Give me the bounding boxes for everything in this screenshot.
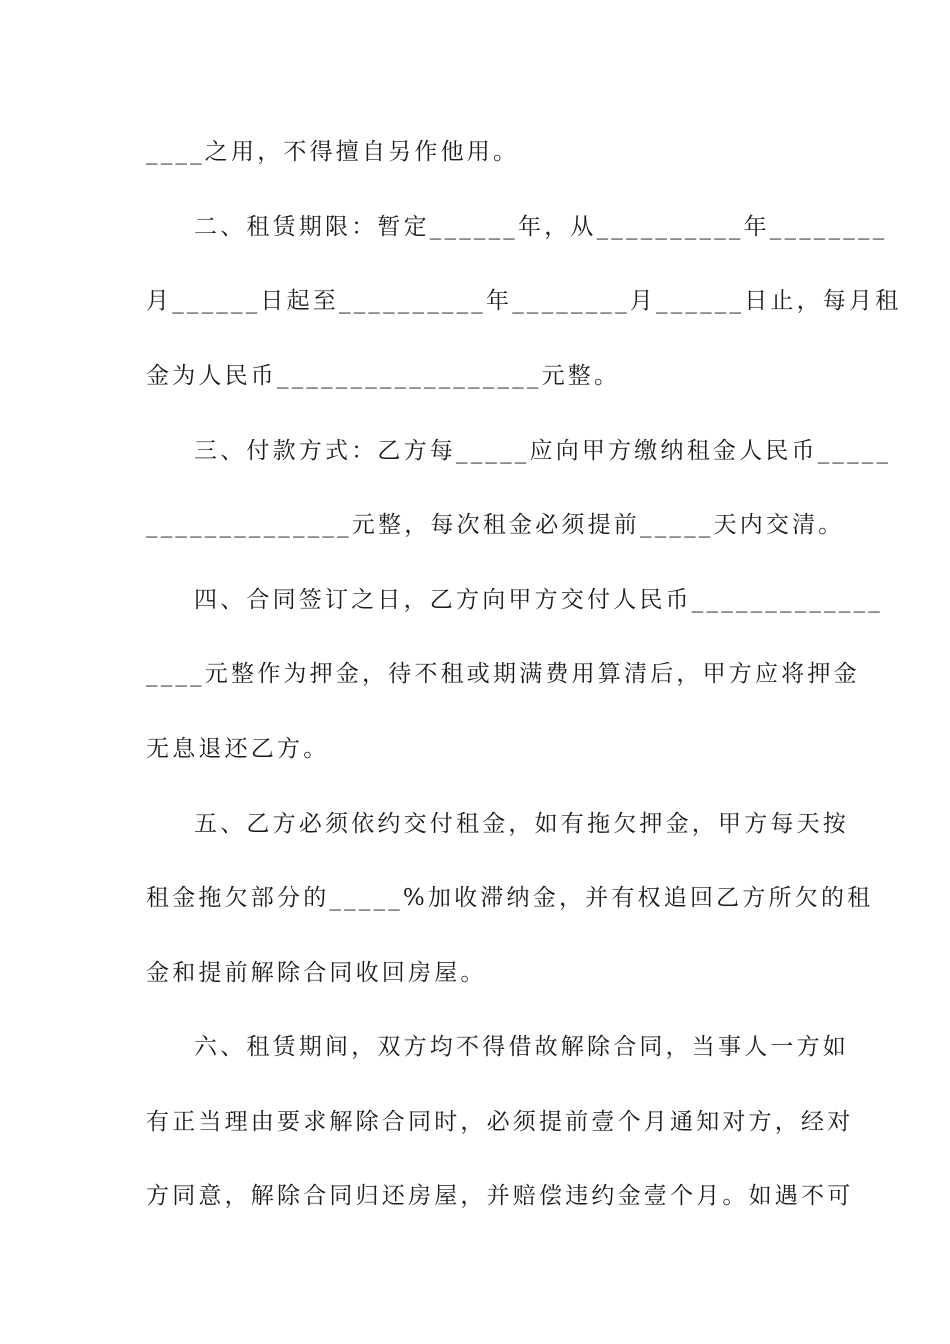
text-line: ____元整作为押金，待不租或期满费用算清后，甲方应将押金 [146,661,860,687]
clause-5-line: 五、乙方必须依约交付租金，如有拖欠押金，甲方每天按 [194,811,849,837]
text-line: 月______日起至__________年________月______日止，每月租 [146,288,902,314]
clause-4-line: 四、合同签订之日，乙方向甲方交付人民币_____________ [194,587,883,613]
text-line: ____之用，不得擅自另作他用。 [146,139,520,165]
text-line: 金为人民币__________________元整。 [146,363,621,389]
text-line: 方同意，解除合同归还房屋，并赔偿违约金壹个月。如遇不可 [146,1183,854,1209]
text-line: 金和提前解除合同收回房屋。 [146,960,487,986]
clause-3-line: 三、付款方式：乙方每_____应向甲方缴纳租金人民币_____ [194,438,892,464]
clause-2-line: 二、租赁期限：暂定______年，从__________年________ [194,214,888,240]
text-line: 无息退还乙方。 [146,736,330,762]
text-line: ______________元整，每次租金必须提前_____天内交清。 [146,512,845,538]
text-line: 租金拖欠部分的_____%加收滞纳金，并有权追回乙方所欠的租 [146,885,874,911]
text-line: 有正当理由要求解除合同时，必须提前壹个月通知对方，经对 [146,1109,854,1135]
clause-6-line: 六、租赁期间，双方均不得借故解除合同，当事人一方如 [194,1034,849,1060]
